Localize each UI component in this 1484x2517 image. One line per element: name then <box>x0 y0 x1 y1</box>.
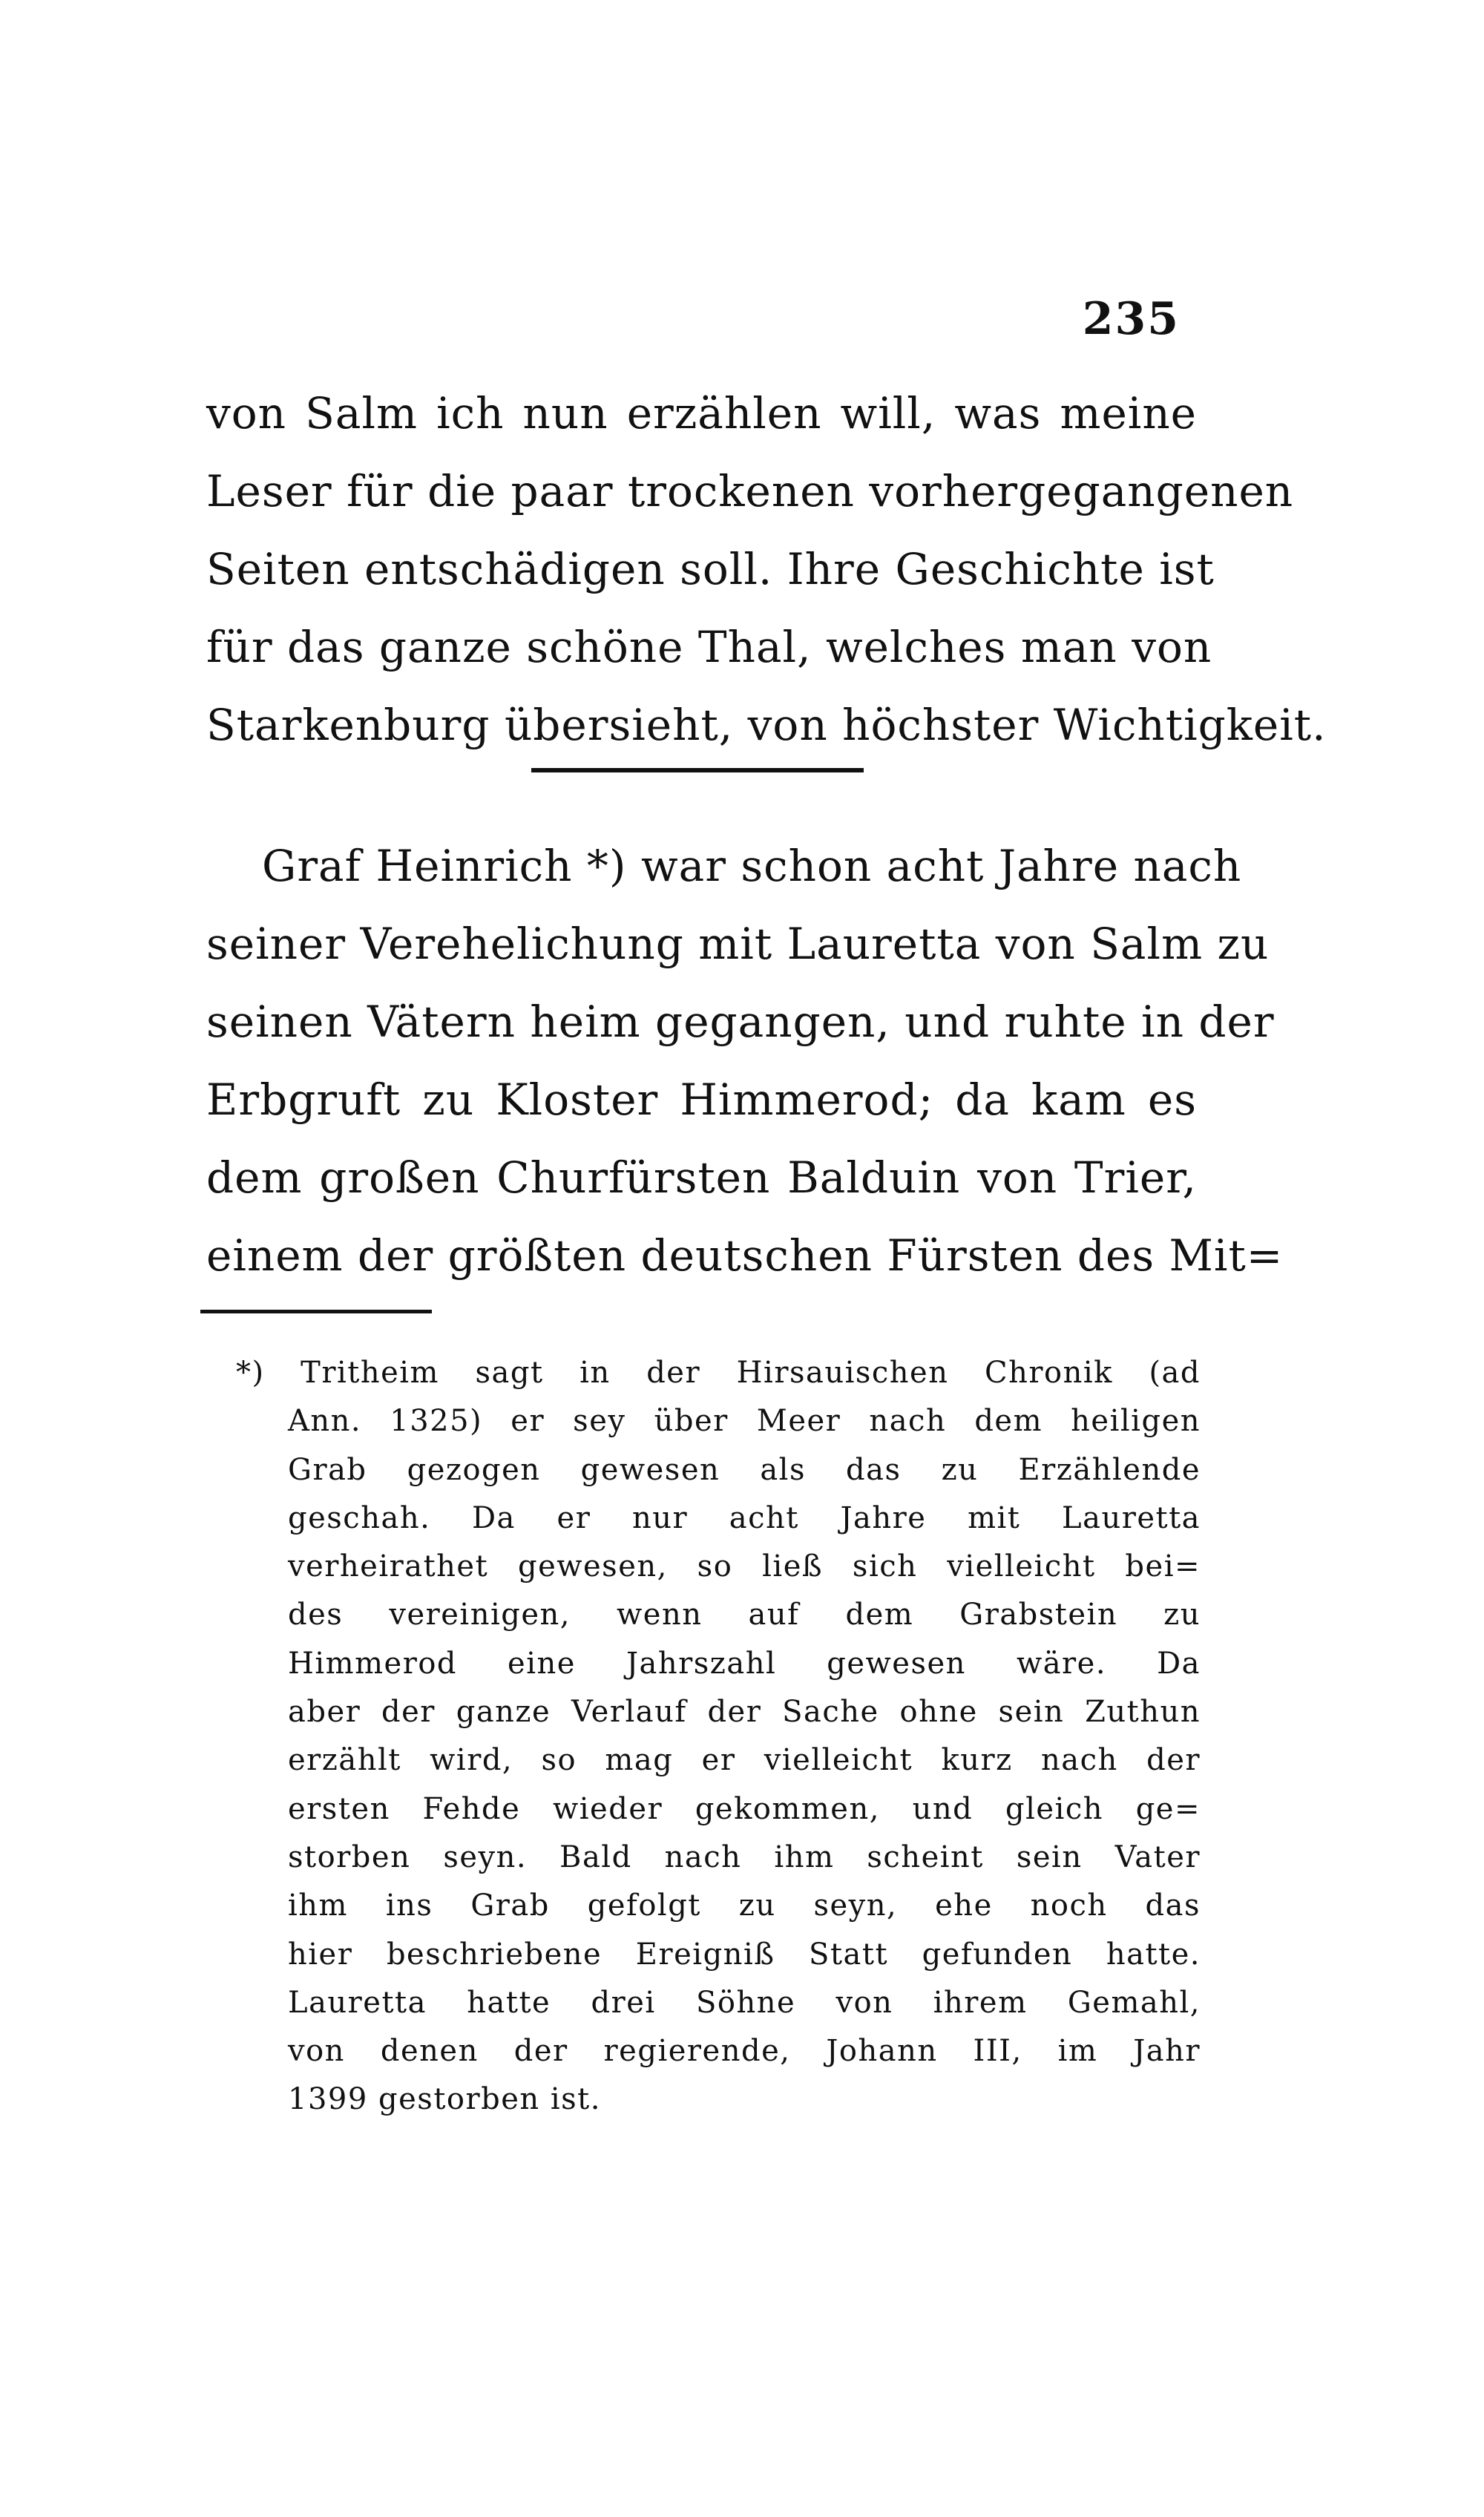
footnote-line: storben seyn. Bald nach ihm scheint sein Vater <box>288 1840 1201 1874</box>
footnote-line: von denen der regierende, Johann III, im Jahr <box>288 2034 1201 2069</box>
footnote-line: Grab gezogen gewesen als das zu Erzählende <box>288 1452 1201 1487</box>
text-line: Graf Heinrich *) war schon acht Jahre nach <box>262 841 1242 891</box>
footnote-line: hier beschriebene Ereigniß Statt gefunden hatte. <box>288 1937 1201 1972</box>
text-line: für das ganze schöne Thal, welches man von <box>206 622 1212 672</box>
footnote-line: erzählt wird, so mag er vielleicht kurz nach der <box>288 1743 1201 1778</box>
footnote-line: aber der ganze Verlauf der Sache ohne sein Zuthun <box>288 1695 1201 1730</box>
paragraph-1 <box>206 375 1327 764</box>
section-divider <box>531 768 864 772</box>
footnote-line: ihm ins Grab gefolgt zu seyn, ehe noch das <box>288 1888 1201 1923</box>
text-line: von Salm ich nun erzählen will, was meine <box>206 388 1197 439</box>
text-line: Seiten entschädigen soll. Ihre Geschichte ist <box>206 544 1215 594</box>
footnote-line: Lauretta hatte drei Söhne von ihrem Gemahl, <box>288 1985 1201 2020</box>
text-line: Starkenburg übersieht, von höchster Wichtigkeit. <box>206 700 1327 750</box>
text-line: seiner Verehelichung mit Lauretta von Salm zu <box>206 919 1270 969</box>
footnote-line: ersten Fehde wieder gekommen, und gleich ge= <box>288 1791 1201 1826</box>
text-line: Erbgruft zu Kloster Himmerod; da kam es <box>206 1074 1197 1125</box>
footnote-line: geschah. Da er nur acht Jahre mit Lauretta <box>288 1500 1201 1535</box>
text-line: Leser für die paar trockenen vorhergegangenen <box>206 466 1294 516</box>
footnote-line: des vereinigen, wenn auf dem Grabstein zu <box>288 1598 1201 1632</box>
footnote-line: *) Tritheim sagt in der Hirsauischen Chronik (ad <box>236 1356 1201 1390</box>
page-number: 235 <box>1082 293 1180 345</box>
paragraph-2 <box>206 827 1284 1295</box>
text-line: einem der größten deutschen Fürsten des Mit= <box>206 1230 1284 1281</box>
footnote-divider <box>200 1310 432 1313</box>
footnote-line: verheirathet gewesen, so ließ sich vielleicht bei= <box>288 1549 1201 1584</box>
footnote <box>236 1349 1201 2124</box>
footnote-line: Himmerod eine Jahrszahl gewesen wäre. Da <box>288 1646 1201 1681</box>
footnote-line: Ann. 1325) er sey über Meer nach dem heiligen <box>288 1404 1201 1439</box>
text-line: dem großen Churfürsten Balduin von Trier, <box>206 1152 1197 1203</box>
footnote-line: 1399 gestorben ist. <box>288 2082 601 2117</box>
text-line: seinen Vätern heim gegangen, und ruhte in der <box>206 997 1275 1047</box>
